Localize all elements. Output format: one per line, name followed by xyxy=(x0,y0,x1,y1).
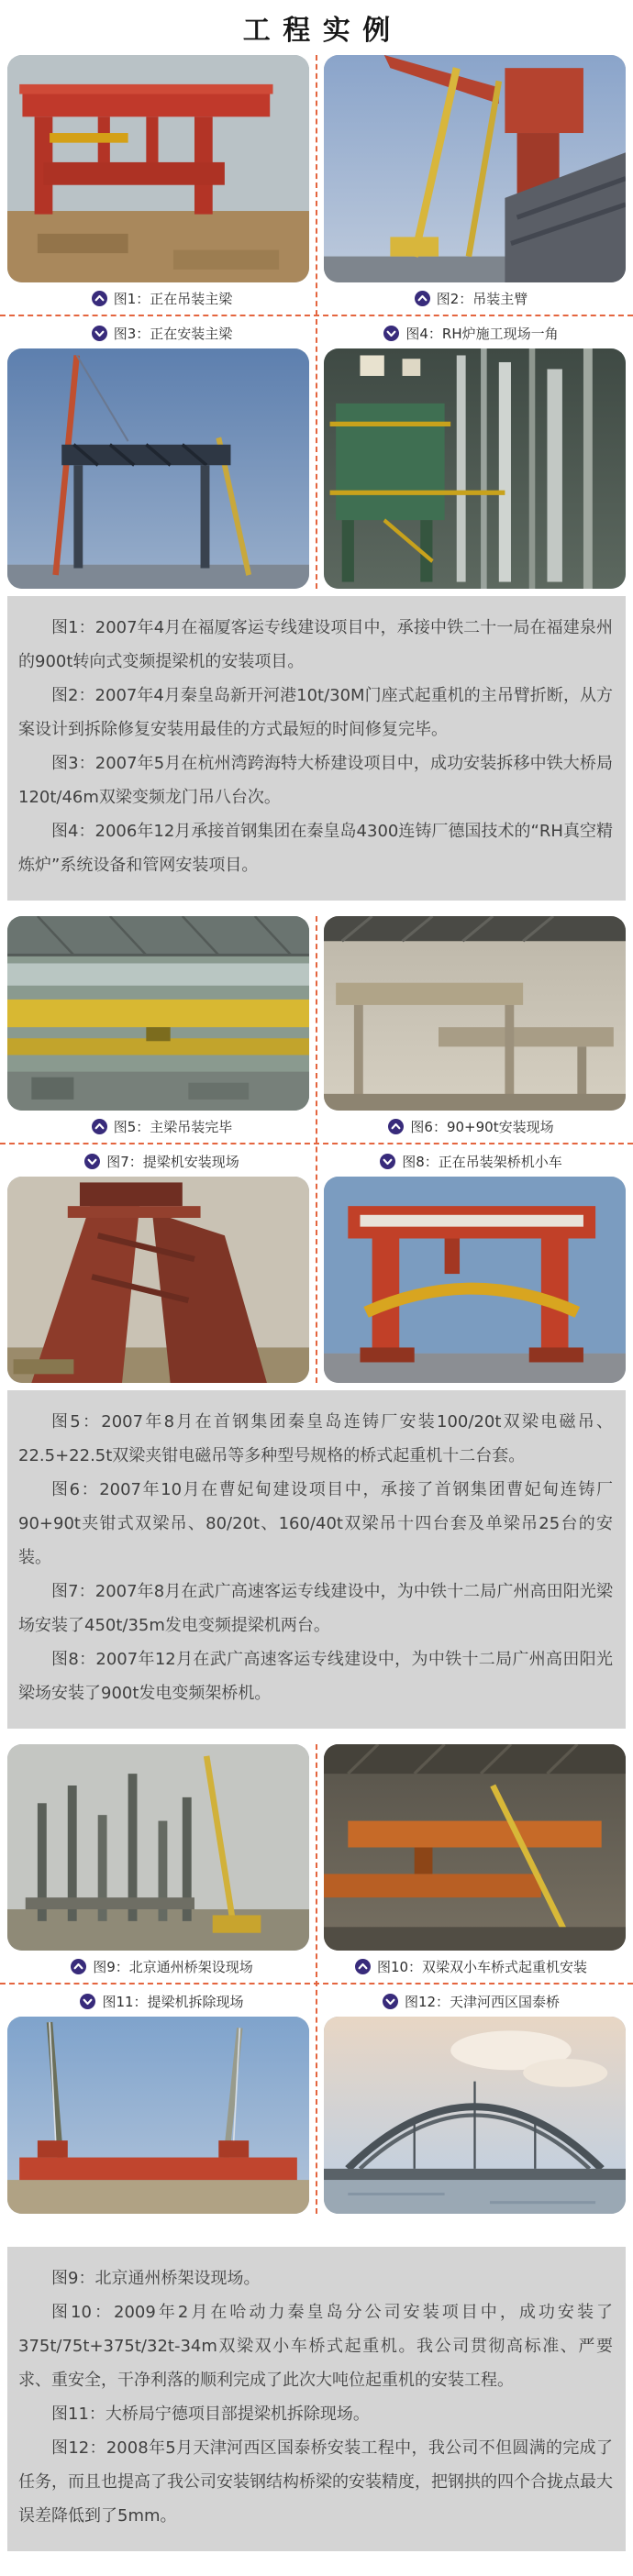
photo-fig7-beam-launcher-low-angle xyxy=(7,1177,309,1383)
figure-caption-label: 图2：吊装主臂 xyxy=(436,291,528,307)
text-block-1 xyxy=(7,596,626,901)
paragraph-fig2: 图2：2007年4月秦皇岛新开河港10t/30M门座式起重机的主吊臂折断，从方案设计到拆除修复安装用最佳的方式最短的时间修复完毕。 xyxy=(18,686,613,739)
paragraph-fig12: 图12：2008年5月天津河西区国泰桥安装工程中，我公司不但圆满的完成了任务，而且也提高了我公司安装钢结构桥梁的安装精度，把钢拱的四个合拢点最大误差降低到了5mm。 xyxy=(18,2438,613,2526)
figure-caption-label: 图5：主梁吊装完毕 xyxy=(113,1119,233,1135)
paragraph-fig7: 图7：2007年8月在武广高速客运专线建设中，为中铁十二局广州高田阳光梁场安装了450t/35m发电变频提梁机两台。 xyxy=(18,1582,613,1635)
photo-fig4-rh-furnace-plant xyxy=(324,348,626,589)
photo-fig9-tongzhou-bridge-erection xyxy=(7,1744,309,1951)
figure-caption-label: 图9：北京通州桥架设现场 xyxy=(93,1959,253,1975)
arrow-up-circle-icon xyxy=(355,1959,371,1974)
photo-grid-1 xyxy=(0,53,633,592)
arrow-up-circle-icon xyxy=(388,1119,404,1134)
figure-caption-label: 图8：正在吊装架桥机小车 xyxy=(402,1154,562,1170)
arrow-down-circle-icon xyxy=(380,1154,395,1169)
photo-fig1-red-gantry-crane xyxy=(7,55,309,282)
paragraph-fig9: 图9：北京通州桥架设现场。 xyxy=(51,2269,261,2288)
photo-fig6-hazy-workshop-cranes xyxy=(324,916,626,1111)
figure-caption-4 xyxy=(316,317,626,348)
figure-caption-1 xyxy=(7,282,316,314)
arrow-down-circle-icon xyxy=(383,326,399,341)
arrow-up-circle-icon xyxy=(92,1119,107,1134)
figure-caption-11 xyxy=(7,1985,316,2017)
text-block-3 xyxy=(7,2247,626,2551)
figure-caption-5 xyxy=(7,1111,316,1142)
paragraph-fig1: 图1：2007年4月在福厦客运专线建设项目中，承接中铁二十一局在福建泉州的900t转向式变频提梁机的安装项目。 xyxy=(18,618,613,671)
paragraph-fig6: 图6：2007年10月在曹妃甸建设项目中，承接了首钢集团曹妃甸连铸厂90+90t夹钳式双梁吊、80/20t、160/40t双梁吊十四台套及单梁吊25台的安装。 xyxy=(18,1480,613,1567)
photo-fig8-gantry-crane-yellow-arch xyxy=(324,1177,626,1383)
paragraph-fig8: 图8：2007年12月在武广高速客运专线建设中，为中铁十二局广州高田阳光梁场安装了900t发电变频架桥机。 xyxy=(18,1650,613,1703)
figure-caption-8 xyxy=(316,1145,626,1177)
figure-caption-label: 图10：双梁双小车桥式起重机安装 xyxy=(376,1959,588,1975)
photo-grid-2 xyxy=(0,914,633,1387)
arrow-down-circle-icon xyxy=(383,1994,398,2009)
photo-fig12-guotai-arch-bridge xyxy=(324,2017,626,2214)
text-block-2 xyxy=(7,1390,626,1729)
photo-fig5-workshop-yellow-crane xyxy=(7,916,309,1111)
figure-caption-label: 图4：RH炉施工现场一角 xyxy=(405,326,559,342)
figure-caption-2 xyxy=(316,282,626,314)
figure-caption-label: 图12：天津河西区国泰桥 xyxy=(404,1994,561,2010)
arrow-down-circle-icon xyxy=(84,1154,100,1169)
paragraph-fig11: 图11：大桥局宁德项目部提梁机拆除现场。 xyxy=(51,2405,370,2424)
figure-caption-6 xyxy=(316,1111,626,1142)
arrow-up-circle-icon xyxy=(415,291,430,306)
figure-caption-label: 图7：提梁机安装现场 xyxy=(106,1154,239,1170)
figure-caption-7 xyxy=(7,1145,316,1177)
figure-caption-label: 图6：90+90t安装现场 xyxy=(410,1119,554,1135)
figure-caption-9 xyxy=(7,1951,316,1982)
arrow-down-circle-icon xyxy=(92,326,107,341)
figure-caption-label: 图11：提梁机拆除现场 xyxy=(102,1994,244,2010)
figure-caption-label: 图3：正在安装主梁 xyxy=(113,326,233,342)
photo-fig2-port-crane-jib xyxy=(324,55,626,282)
photo-fig3-truss-erection xyxy=(7,348,309,589)
figure-caption-12 xyxy=(316,1985,626,2017)
vertical-dashed-divider xyxy=(316,916,317,1383)
arrow-down-circle-icon xyxy=(80,1994,95,2009)
photo-grid-3 xyxy=(0,1742,633,2217)
paragraph-fig10: 图10：2009年2月在哈动力秦皇岛分公司安装项目中，成功安装了375t/75t+375t/32t-34m双梁双小车桥式起重机。我公司贯彻高标准、严要求、重安全，干净利落的顺利完成了此次大吨位起重机的安装工程。 xyxy=(18,2303,613,2390)
photo-fig11-beam-lifter-dismantling xyxy=(7,2017,309,2214)
photo-fig10-double-trolley-crane-install xyxy=(324,1744,626,1951)
page-title: 工程实例 xyxy=(242,16,403,46)
paragraph-fig5: 图5：2007年8月在首钢集团秦皇岛连铸厂安装100/20t双梁电磁吊、22.5+22.5t双梁夹钳电磁吊等多种型号规格的桥式起重机十二台套。 xyxy=(18,1412,613,1465)
figure-caption-label: 图1：正在吊装主梁 xyxy=(113,291,233,307)
vertical-dashed-divider xyxy=(316,1744,317,2214)
paragraph-fig4: 图4：2006年12月承接首钢集团在秦皇岛4300连铸厂德国技术的“RH真空精炼炉”系统设备和管网安装项目。 xyxy=(18,822,613,875)
figure-caption-3 xyxy=(7,317,316,348)
figure-caption-10 xyxy=(316,1951,626,1982)
paragraph-fig3: 图3：2007年5月在杭州湾跨海特大桥建设项目中，成功安装拆移中铁大桥局120t/46m双梁变频龙门吊八台次。 xyxy=(18,754,613,807)
vertical-dashed-divider xyxy=(316,55,317,589)
arrow-up-circle-icon xyxy=(71,1959,86,1974)
arrow-up-circle-icon xyxy=(92,291,107,306)
